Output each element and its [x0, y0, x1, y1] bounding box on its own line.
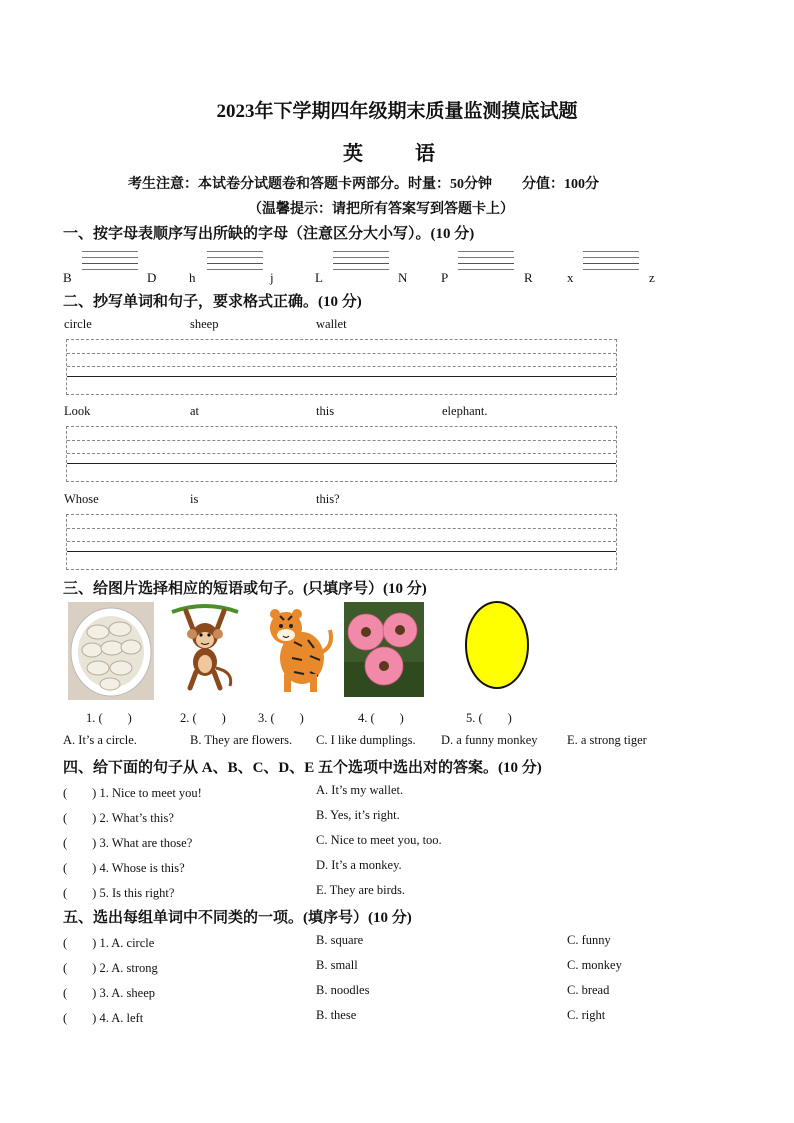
word-group-b: B. square	[316, 933, 364, 947]
option: E. a strong tiger	[567, 733, 647, 747]
letter: P	[441, 270, 449, 285]
letter: z	[649, 270, 655, 285]
word-group-a[interactable]: ( ) 4. A. left	[63, 1011, 144, 1025]
copy-word: this?	[316, 492, 340, 506]
letter: h	[189, 270, 196, 285]
answer-blank[interactable]: 3. ( )	[258, 711, 304, 725]
word-group-a[interactable]: ( ) 3. A. sheep	[63, 986, 155, 1000]
writing-gap[interactable]	[82, 251, 138, 277]
letter: L	[315, 270, 323, 285]
flowers-image	[344, 602, 424, 697]
question-item[interactable]: ( ) 5. Is this right?	[63, 886, 175, 900]
copy-word: circle	[64, 317, 92, 331]
notice-text: 考生注意：本试卷分试题卷和答题卡两部分。时量：50分钟	[128, 177, 492, 192]
letter: D	[147, 270, 157, 285]
option: D. a funny monkey	[441, 733, 538, 747]
copy-word: Whose	[64, 492, 99, 506]
subject-title: 英 语	[343, 143, 451, 165]
answer-option: D. It’s a monkey.	[316, 858, 402, 872]
question-item[interactable]: ( ) 3. What are those?	[63, 836, 193, 850]
word-group-b: B. noodles	[316, 983, 370, 997]
copy-box[interactable]	[66, 339, 617, 395]
answer-blank[interactable]: 2. ( )	[180, 711, 226, 725]
dumplings-image	[68, 602, 154, 700]
question-item[interactable]: ( ) 2. What’s this?	[63, 811, 174, 825]
section1-heading: 一、按字母表顺序写出所缺的字母（注意区分大小写）。(10 分)	[63, 226, 475, 242]
answer-option: E. They are birds.	[316, 883, 405, 897]
word-group-c: C. funny	[567, 933, 611, 947]
section5-heading: 五、选出每组单词中不同类的一项。(填序号）(10 分)	[63, 910, 412, 926]
letter: B	[63, 270, 72, 285]
copy-word: is	[190, 492, 199, 506]
writing-gap[interactable]	[458, 251, 514, 277]
copy-word: this	[316, 404, 335, 418]
word-group-b: B. small	[316, 958, 358, 972]
answer-option: A. It’s my wallet.	[316, 783, 404, 797]
option: C. I like dumplings.	[316, 733, 416, 747]
copy-word: Look	[64, 404, 91, 418]
copy-word: at	[190, 404, 200, 418]
letter: N	[398, 270, 408, 285]
copy-box[interactable]	[66, 426, 617, 482]
copy-word: wallet	[316, 317, 347, 331]
writing-gap[interactable]	[207, 251, 263, 277]
copy-box[interactable]	[66, 514, 617, 570]
exam-notice	[128, 173, 599, 193]
answer-blank[interactable]: 5. ( )	[466, 711, 512, 725]
writing-gap[interactable]	[583, 251, 639, 277]
exam-title: 2023年下学期四年级期末质量监测摸底试题	[216, 101, 578, 122]
word-group-c: C. right	[567, 1008, 606, 1022]
answer-tip: （温馨提示：请把所有答案写到答题卡上）	[248, 202, 514, 217]
option: A. It’s a circle.	[63, 733, 137, 747]
score-text: 分值：100分	[522, 177, 599, 192]
question-item[interactable]: ( ) 4. Whose is this?	[63, 861, 185, 875]
word-group-c: C. monkey	[567, 958, 622, 972]
tiger-image	[258, 602, 334, 694]
answer-blank[interactable]: 1. ( )	[86, 711, 132, 725]
monkey-image	[168, 602, 242, 694]
section2-heading: 二、抄写单词和句子，要求格式正确。(10 分)	[63, 294, 362, 310]
option: B. They are flowers.	[190, 733, 293, 747]
copy-word: sheep	[190, 317, 219, 331]
answer-blank[interactable]: 4. ( )	[358, 711, 404, 725]
letter: R	[524, 270, 533, 285]
section4-heading: 四、给下面的句子从 A、B、C、D、E 五个选项中选出对的答案。(10 分)	[63, 760, 542, 776]
letter: x	[567, 270, 574, 285]
writing-gap[interactable]	[333, 251, 389, 277]
section3-heading: 三、给图片选择相应的短语或句子。(只填序号）(10 分)	[63, 581, 427, 597]
answer-option: B. Yes, it’s right.	[316, 808, 400, 822]
yellow-circle-image	[464, 600, 530, 690]
letter: j	[270, 270, 274, 285]
word-group-b: B. these	[316, 1008, 357, 1022]
answer-option: C. Nice to meet you, too.	[316, 833, 442, 847]
word-group-a[interactable]: ( ) 2. A. strong	[63, 961, 158, 975]
word-group-c: C. bread	[567, 983, 610, 997]
word-group-a[interactable]: ( ) 1. A. circle	[63, 936, 155, 950]
question-item[interactable]: ( ) 1. Nice to meet you!	[63, 786, 202, 800]
copy-word: elephant.	[442, 404, 488, 418]
